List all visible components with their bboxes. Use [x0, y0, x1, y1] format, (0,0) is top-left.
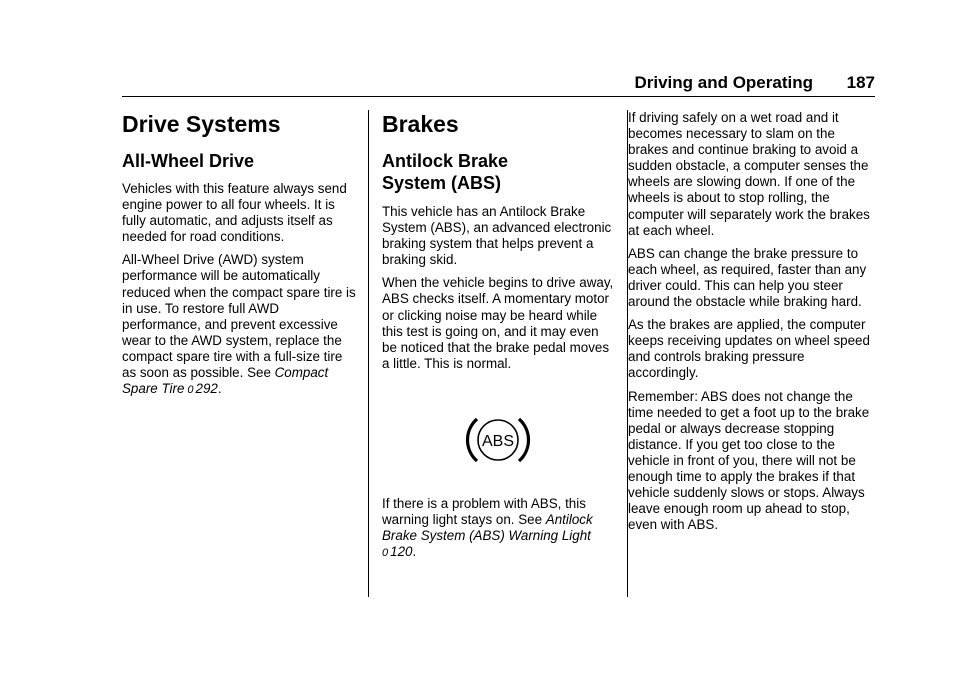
paragraph-abs-updates: As the brakes are applied, the computer keeps receiving updates on wheel speed and controls braking pressure accordingly.	[628, 317, 870, 381]
subheading-antilock-brake-system	[382, 150, 614, 194]
abs-warning-light-figure	[382, 412, 614, 472]
section-heading-brakes: Brakes	[382, 111, 459, 137]
paragraph-abs-warning	[382, 496, 614, 561]
see-label: See	[247, 365, 271, 381]
paragraph-abs-pressure: ABS can change the brake pressure to each wheel, as required, faster than any driver could. This can help you steer around the obstacle while braking hard.	[628, 245, 867, 310]
subheading-line-1: Antilock Brake	[382, 151, 509, 171]
sentence-end: .	[412, 544, 417, 560]
column-brakes	[382, 110, 614, 561]
column-divider-left	[368, 110, 369, 597]
subheading-line-2: System (ABS)	[382, 173, 502, 193]
header-section-title: Driving and Operating	[634, 73, 813, 92]
abs-icon-text: ABS	[481, 432, 515, 450]
page-reference-icon: 0	[187, 384, 194, 397]
paragraph-abs-operation: If driving safely on a wet road and it becomes necessary to slam on the brakes and continue braking to avoid a sudden obstacle, a computer senses the wheels are slowing down. If one of the wheels is about to stop rolling, the computer will separately work the brakes at each wheel.	[628, 110, 870, 238]
abs-warning-light-icon	[465, 412, 531, 468]
column-drive-systems	[122, 110, 358, 398]
reference-page[interactable]: 292	[195, 381, 218, 397]
reference-link-text[interactable]: Compact Spare Tire	[122, 365, 329, 397]
paragraph-abs-warning-text: If there is a problem with ABS, this warning light stays on. See	[382, 495, 586, 528]
column-abs-details	[628, 110, 878, 533]
page-number: 187	[846, 73, 875, 92]
page-reference-icon: 0	[382, 547, 389, 560]
reference-link-text[interactable]: Antilock Brake System (ABS) Warning Light	[382, 512, 593, 544]
section-heading-drive-systems: Drive Systems	[122, 111, 281, 137]
reference-page[interactable]: 120	[390, 544, 413, 560]
paragraph-abs-remember: Remember: ABS does not change the time needed to get a foot up to the brake pedal or always decrease stopping distance. If you get too close to the vehicle in front of you, there will not be enough time to apply the brakes if that vehicle suddenly slows or stops. Always leave enough room up ahead to stop, even with ABS.	[628, 388, 870, 533]
paragraph-awd-spare	[122, 252, 358, 398]
paragraph-abs-intro: This vehicle has an Antilock Brake System (ABS), an advanced electronic braking system that helps prevent a braking skid.	[382, 204, 612, 268]
paragraph-awd-spare-text: All-Wheel Drive (AWD) system performance will be automatically reduced when the compact spare tire is in use. To restore full AWD performance, and prevent excessive wear to the AWD system, replace the compact spare tire with a full-size tire as soon as possible.	[122, 252, 356, 381]
subheading-all-wheel-drive: All-Wheel Drive	[122, 151, 255, 171]
paragraph-awd-intro: Vehicles with this feature always send engine power to all four wheels. It is fully automatic, and adjusts itself as needed for road conditions.	[122, 181, 347, 245]
sentence-end: .	[217, 381, 222, 397]
paragraph-abs-selfcheck: When the vehicle begins to drive away, ABS checks itself. A momentary motor or clicking noise may be heard while this test is going on, and it may even be noticed that the brake pedal moves a little. This is normal.	[382, 275, 614, 371]
running-header	[122, 72, 875, 97]
